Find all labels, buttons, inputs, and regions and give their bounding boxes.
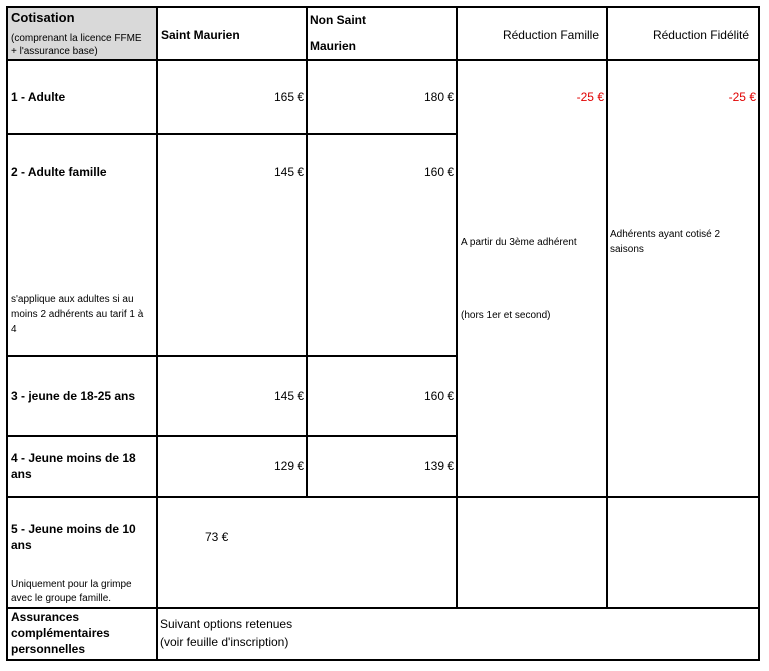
reduction-fidelite-cell (608, 61, 760, 498)
reduction-fidelite-note-2: saisons (610, 244, 644, 255)
row-assurances-label-3: personnelles (11, 642, 86, 656)
reduction-fidelite-note-1: Adhérents ayant cotisé 2 (610, 229, 721, 240)
row-jeune-moins-10-label-2: ans (11, 538, 32, 552)
row-assurances-label-1: Assurances (11, 610, 80, 624)
row-jeune-moins-10-fidelite-cell (608, 498, 760, 609)
reduction-famille-amount: -25 € (576, 90, 604, 104)
row-jeune-18-25-label-cell (6, 357, 158, 437)
header-non-saint-line-2: Maurien (310, 39, 357, 53)
row-adulte-famille-note-3: 4 (11, 324, 17, 335)
reduction-fidelite-amount: -25 € (728, 90, 756, 104)
header-reduction-fidelite: Réduction Fidélité (652, 28, 749, 42)
row-assurances-label-2: complémentaires (11, 626, 110, 640)
row-adulte-famille-non-saint-cell (308, 135, 458, 357)
header-cotisation-sub-2: + l'assurance base) (11, 46, 98, 57)
row-adulte-saint-cell (158, 61, 308, 135)
row-jeune-moins-10-label-cell (6, 498, 158, 609)
row-jeune-18-25-non-saint-price: 160 € (423, 389, 454, 403)
header-non-saint-line-1: Non Saint (310, 13, 366, 27)
row-adulte-famille-label-cell (6, 135, 158, 357)
row-jeune-moins-10-price-cell (158, 498, 458, 609)
row-jeune-moins-18-label-2: ans (11, 467, 32, 481)
row-jeune-18-25-saint-cell (158, 357, 308, 437)
row-assurances-value-1: Suivant options retenues (160, 617, 293, 631)
header-saint-maurien-cell (158, 6, 308, 61)
row-jeune-18-25-label: 3 - jeune de 18-25 ans (11, 389, 136, 403)
row-jeune-moins-10-note-2: avec le groupe famille. (11, 593, 112, 604)
row-jeune-18-25-saint-price: 145 € (273, 389, 304, 403)
row-jeune-moins-10-note-1: Uniquement pour la grimpe (11, 579, 132, 590)
header-cotisation-title: Cotisation (11, 10, 75, 25)
row-jeune-moins-18-non-saint-cell (308, 437, 458, 498)
row-adulte-famille-non-saint-price: 160 € (423, 165, 454, 179)
header-cotisation-cell (6, 6, 158, 61)
row-adulte-saint-price: 165 € (273, 90, 304, 104)
row-jeune-moins-18-saint-price: 129 € (273, 459, 304, 473)
header-reduction-fidelite-cell (608, 6, 760, 61)
row-adulte-label: 1 - Adulte (11, 90, 66, 104)
header-saint-maurien: Saint Maurien (161, 28, 240, 42)
row-adulte-non-saint-price: 180 € (423, 90, 454, 104)
row-jeune-moins-10-label-1: 5 - Jeune moins de 10 (11, 522, 136, 536)
reduction-famille-note-2: (hors 1er et second) (461, 310, 551, 321)
row-adulte-label-cell (6, 61, 158, 135)
reduction-famille-cell (458, 61, 608, 498)
header-reduction-famille-cell (458, 6, 608, 61)
row-adulte-famille-label: 2 - Adulte famille (11, 165, 107, 179)
row-jeune-moins-18-non-saint-price: 139 € (423, 459, 454, 473)
header-cotisation-sub-1: (comprenant la licence FFME (11, 33, 142, 44)
row-jeune-moins-18-label-cell (6, 437, 158, 498)
row-assurances-value-cell (158, 609, 760, 661)
row-adulte-non-saint-cell (308, 61, 458, 135)
row-adulte-famille-saint-price: 145 € (273, 165, 304, 179)
row-assurances-label-cell (6, 609, 158, 661)
row-adulte-famille-note-1: s'applique aux adultes si au (11, 294, 134, 305)
row-adulte-famille-note-2: moins 2 adhérents au tarif 1 à (11, 309, 144, 320)
row-assurances-value-2: (voir feuille d'inscription) (160, 635, 289, 649)
row-adulte-famille-saint-cell (158, 135, 308, 357)
row-jeune-moins-10-price: 73 € (205, 530, 229, 544)
row-jeune-moins-10-famille-cell (458, 498, 608, 609)
row-jeune-moins-18-label-1: 4 - Jeune moins de 18 (11, 451, 136, 465)
row-jeune-18-25-non-saint-cell (308, 357, 458, 437)
reduction-famille-note-1: A partir du 3ème adhérent (461, 237, 577, 248)
header-reduction-famille: Réduction Famille (502, 28, 599, 42)
row-jeune-moins-18-saint-cell (158, 437, 308, 498)
header-non-saint-maurien-cell (308, 6, 458, 61)
